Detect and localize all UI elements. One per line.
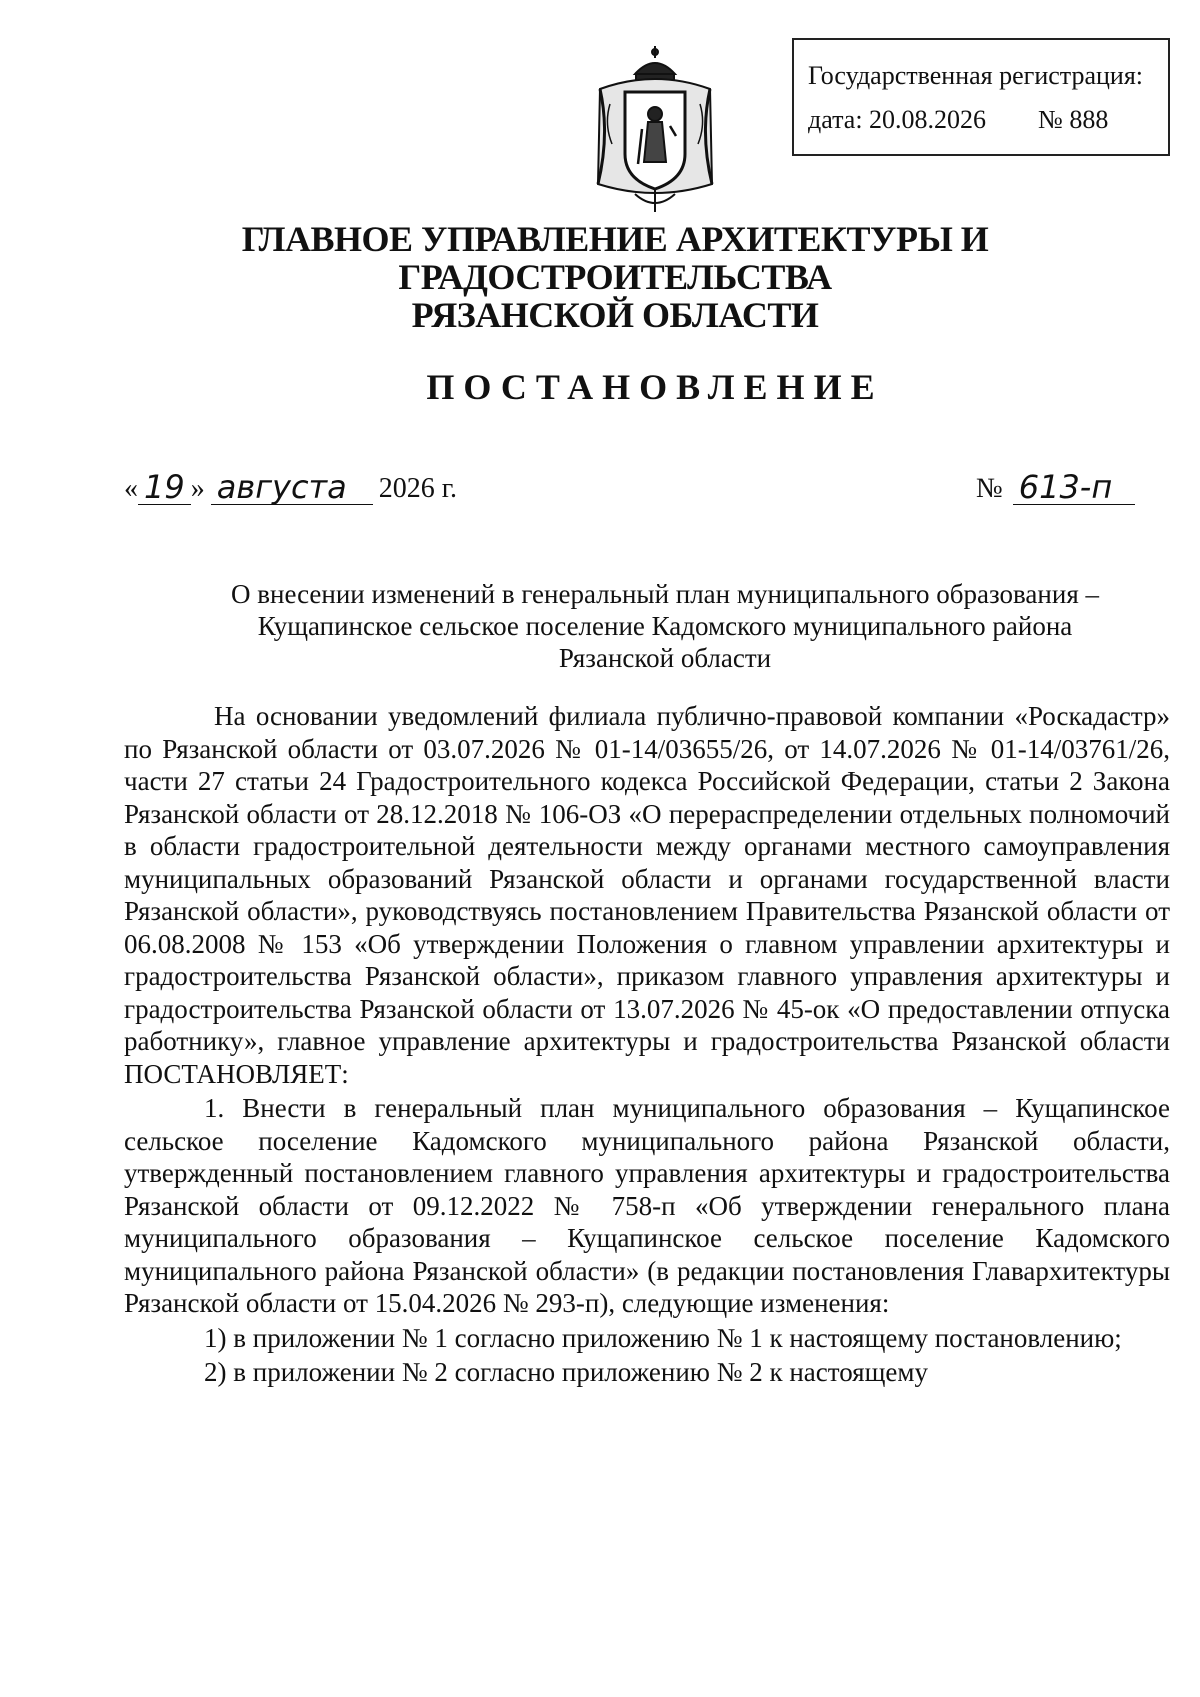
coat-of-arms-icon <box>580 44 730 214</box>
organization-line-2: РЯЗАНСКОЙ ОБЛАСТИ <box>411 295 819 335</box>
date-month-handwritten: августа <box>211 470 373 505</box>
date-close-quote: » <box>190 473 205 504</box>
registration-stamp <box>792 38 1170 156</box>
organization-line-1: ГЛАВНОЕ УПРАВЛЕНИЕ АРХИТЕКТУРЫ И ГРАДОСТРОИТЕЛЬСТВА <box>241 219 989 297</box>
organization-title <box>60 220 1170 334</box>
clause-1-1-paragraph: 1) в приложении № 1 согласно приложению № 1 к настоящему постановлению; <box>204 1322 1122 1353</box>
document-number <box>976 470 1135 505</box>
document-body <box>124 700 1170 1389</box>
document-date <box>124 470 457 505</box>
document-type: ПОСТАНОВЛЕНИЕ <box>426 367 884 407</box>
date-open-quote: « <box>124 473 138 504</box>
subject-line-1: О внесении изменений в генеральный план муниципального образования – <box>231 579 1099 609</box>
registration-details <box>808 98 1168 142</box>
date-year: 2026 г. <box>378 473 458 504</box>
registration-title: Государственная регистрация: <box>808 61 1144 90</box>
number-handwritten: 613-п <box>1013 470 1135 505</box>
date-day-handwritten: 19 <box>138 470 191 505</box>
preamble-paragraph: На основании уведомлений филиала публично-правовой компании «Роскадастр» по Рязанской области от 03.07.2026 № 01-14/03655/26, от 14.07.2026 № 01-14/03761/26, части 27 статьи 24 Градостроительного кодекса Российской Федерации, статьи 2 Закона Рязанской области от 28.12.2018 № 106-ОЗ «О перераспределении отдельных полномочий в области градостроительной деятельности между органами местного самоуправления муниципальных образований Рязанской области и органами государственной власти Рязанской области», руководствуясь постановлением Правительства Рязанской области от 06.08.2008 № 153 «Об утверждении Положения о главном управлении архитектуры и градостроительства Рязанской области», приказом главного управления архитектуры и градостроительства Рязанской области от 13.07.2026 № 45-ок «О предоставлении отпуска работнику», главное управление архитектуры и градостроительства Рязанской области ПОСТАНОВЛЯЕТ: <box>124 701 1170 1089</box>
subject-line-2: Кущапинское сельское поселение Кадомского муниципального района <box>257 611 1073 641</box>
clause-1-paragraph: 1. Внести в генеральный план муниципального образования – Кущапинское сельское поселение Кадомского муниципального района Рязанской области, утвержденный постановлением главного управления архитектуры и градостроительства Рязанской области от 09.12.2022 № 758-п «Об утверждении генерального плана муниципального образования – Кущапинское сельское поселение Кадомского муниципального района Рязанской области» (в редакции постановления Главархитектуры Рязанской области от 15.04.2026 № 293-п), следующие изменения: <box>124 1093 1170 1318</box>
registration-number: № 888 <box>1038 105 1109 134</box>
clause-1-2-paragraph: 2) в приложении № 2 согласно приложению № 2 к настоящему <box>204 1357 928 1387</box>
registration-date: дата: 20.08.2026 <box>808 105 987 134</box>
document-subject <box>140 578 1190 674</box>
subject-line-3: Рязанской области <box>558 643 772 673</box>
number-prefix: № <box>976 473 1003 504</box>
